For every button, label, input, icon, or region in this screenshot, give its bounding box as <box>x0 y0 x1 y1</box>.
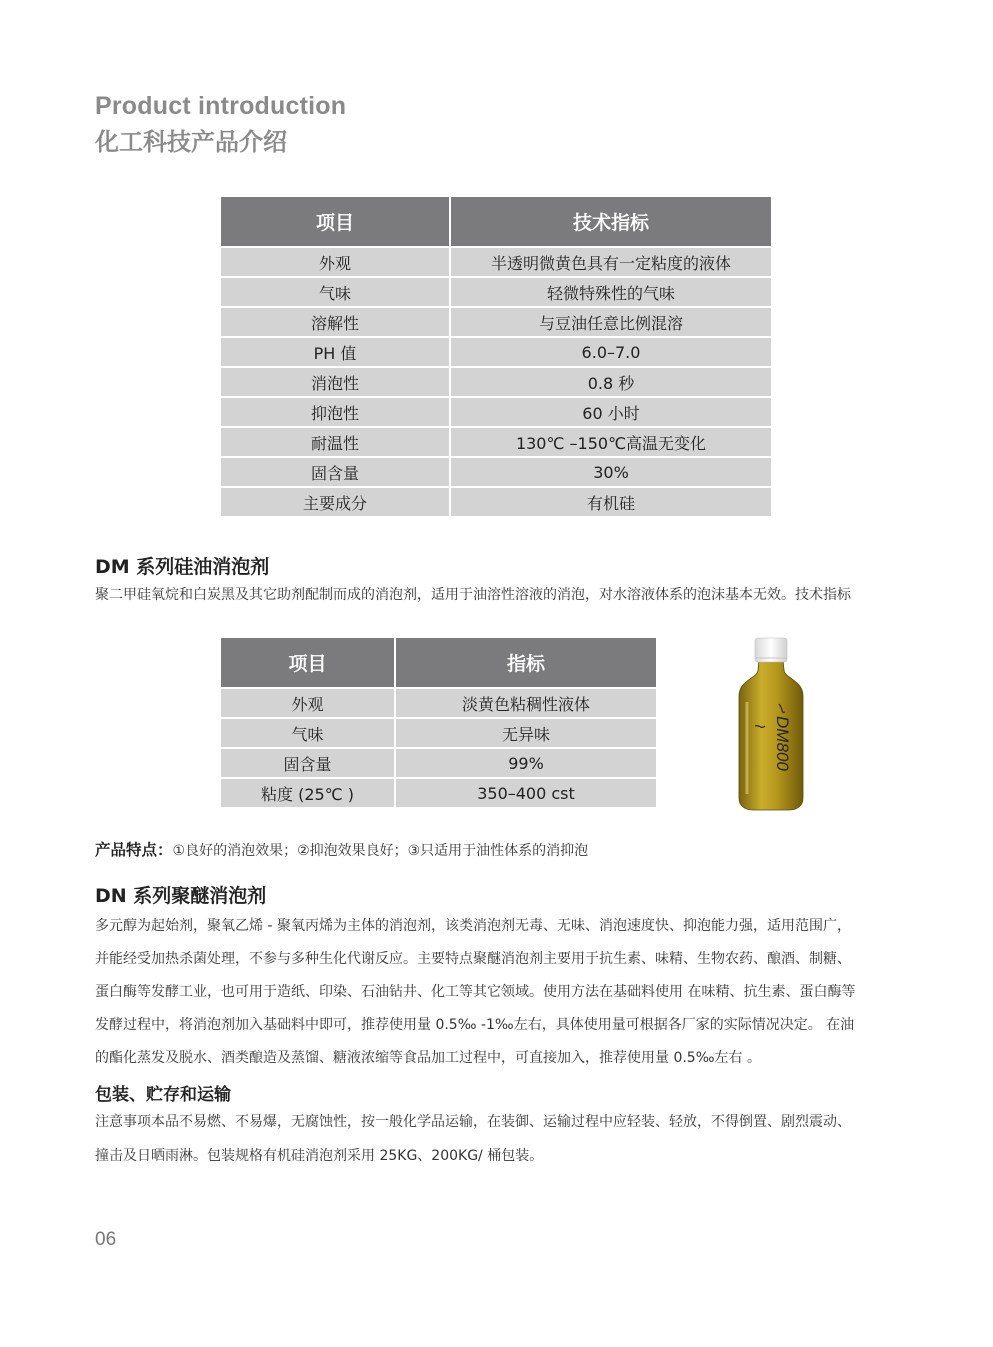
table-row <box>220 397 772 427</box>
table-row <box>220 487 772 517</box>
table-header-cell: 技术指标 <box>450 196 772 247</box>
table-row <box>220 427 772 457</box>
dn-line: 的酯化蒸发及脱水、酒类酿造及蒸馏、糖液浓缩等食品加工过程中，可直接加入，推荐使用量 0.5‰左右 。 <box>95 1050 761 1066</box>
table-cell-value: 无异味 <box>395 718 657 748</box>
features-text: ①良好的消泡效果；②抑泡效果良好；③只适用于油性体系的消抑泡 <box>172 843 589 859</box>
table-cell-value: 与豆油任意比例混溶 <box>450 307 772 337</box>
table-cell-value: 0.8 秒 <box>450 367 772 397</box>
title-chinese: 化工科技产品介绍 <box>95 128 287 156</box>
table-cell-item: 粘度 (25℃ ) <box>220 778 395 808</box>
table-cell-item: 固含量 <box>220 457 450 487</box>
table-cell-item: 外观 <box>220 688 395 718</box>
table-header-cell: 指标 <box>395 637 657 688</box>
table-cell-value: 350–400 cst <box>395 778 657 808</box>
bottle-label-text: DM800 <box>773 716 792 771</box>
table-cell-item: 主要成分 <box>220 487 450 517</box>
packaging-title: 包装、贮存和运输 <box>95 1085 231 1105</box>
table-row <box>220 748 657 778</box>
table-cell-value: 6.0–7.0 <box>450 337 772 367</box>
table-cell-value: 130℃ –150℃高温无变化 <box>450 427 772 457</box>
table-row <box>220 778 657 808</box>
table-cell-value: 30% <box>450 457 772 487</box>
dn-section-title: DN 系列聚醚消泡剂 <box>95 885 267 907</box>
table-cell-value: 半透明微黄色具有一定粘度的液体 <box>450 247 772 277</box>
packaging-line: 注意事项本品不易燃、不易爆，无腐蚀性，按一般化学品运输，在装御、运输过程中应轻装、轻放，不得倒置、剧烈震动、 <box>95 1114 851 1130</box>
dn-line: 并能经受加热杀菌处理，不参与多种生化代谢反应。主要特点聚醚消泡剂主要用于抗生素、味精、生物农药、酿酒、制糖、 <box>95 951 851 967</box>
table-cell-item: PH 值 <box>220 337 450 367</box>
dn-line: 多元醇为起始剂，聚氧乙烯 - 聚氧丙烯为主体的消泡剂，该类消泡剂无毒、无味、消泡速度快、抑泡能力强，适用范围广， <box>95 918 851 934</box>
table-row <box>220 688 657 718</box>
table-cell-item: 溶解性 <box>220 307 450 337</box>
table-row <box>220 457 772 487</box>
dn-line: 发酵过程中，将消泡剂加入基础料中即可，推荐使用量 0.5‰ -1‰左右，具体使用量可根据各厂家的实际情况决定。 在油 <box>95 1017 855 1033</box>
title-english: Product introduction <box>95 92 347 120</box>
table-cell-value: 99% <box>395 748 657 778</box>
table-cell-value: 轻微特殊性的气味 <box>450 277 772 307</box>
product-bottle-image <box>735 634 807 812</box>
table-row <box>220 247 772 277</box>
table-cell-item: 气味 <box>220 277 450 307</box>
table-row <box>220 277 772 307</box>
table-cell-item: 抑泡性 <box>220 397 450 427</box>
product-features <box>95 838 900 860</box>
table-cell-item: 气味 <box>220 718 395 748</box>
table-cell-item: 消泡性 <box>220 367 450 397</box>
table-header-cell: 项目 <box>220 637 395 688</box>
packaging-line: 撞击及日晒雨淋。包装规格有机硅消泡剂采用 25KG、200KG/ 桶包装。 <box>95 1148 544 1164</box>
dm-section-title: DM 系列硅油消泡剂 <box>95 556 270 578</box>
table-cell-item: 固含量 <box>220 748 395 778</box>
dn-line: 蛋白酶等发酵工业，也可用于造纸、印染、石油钻井、化工等其它领域。使用方法在基础料使用 在味精、抗生素、蛋白酶等 <box>95 984 856 1000</box>
table-header-cell: 项目 <box>220 196 450 247</box>
dm-description: 聚二甲硅氧烷和白炭黑及其它助剂配制而成的消泡剂，适用于油溶性溶液的消泡，对水溶液体系的泡沫基本无效。技术指标 <box>95 587 851 603</box>
table-header-row <box>220 196 772 247</box>
table-cell-value: 60 小时 <box>450 397 772 427</box>
page-number: 06 <box>95 1229 117 1250</box>
table-row <box>220 718 657 748</box>
table-row <box>220 367 772 397</box>
spec-table-dm <box>219 636 658 809</box>
features-label: 产品特点： <box>95 841 173 859</box>
table-cell-item: 外观 <box>220 247 450 277</box>
table-cell-value: 有机硅 <box>450 487 772 517</box>
spec-table-main <box>219 195 773 518</box>
table-row <box>220 337 772 367</box>
table-cell-value: 淡黄色粘稠性液体 <box>395 688 657 718</box>
table-row <box>220 307 772 337</box>
bottle-body <box>739 660 803 810</box>
table-cell-item: 耐温性 <box>220 427 450 457</box>
table-header-row <box>220 637 657 688</box>
